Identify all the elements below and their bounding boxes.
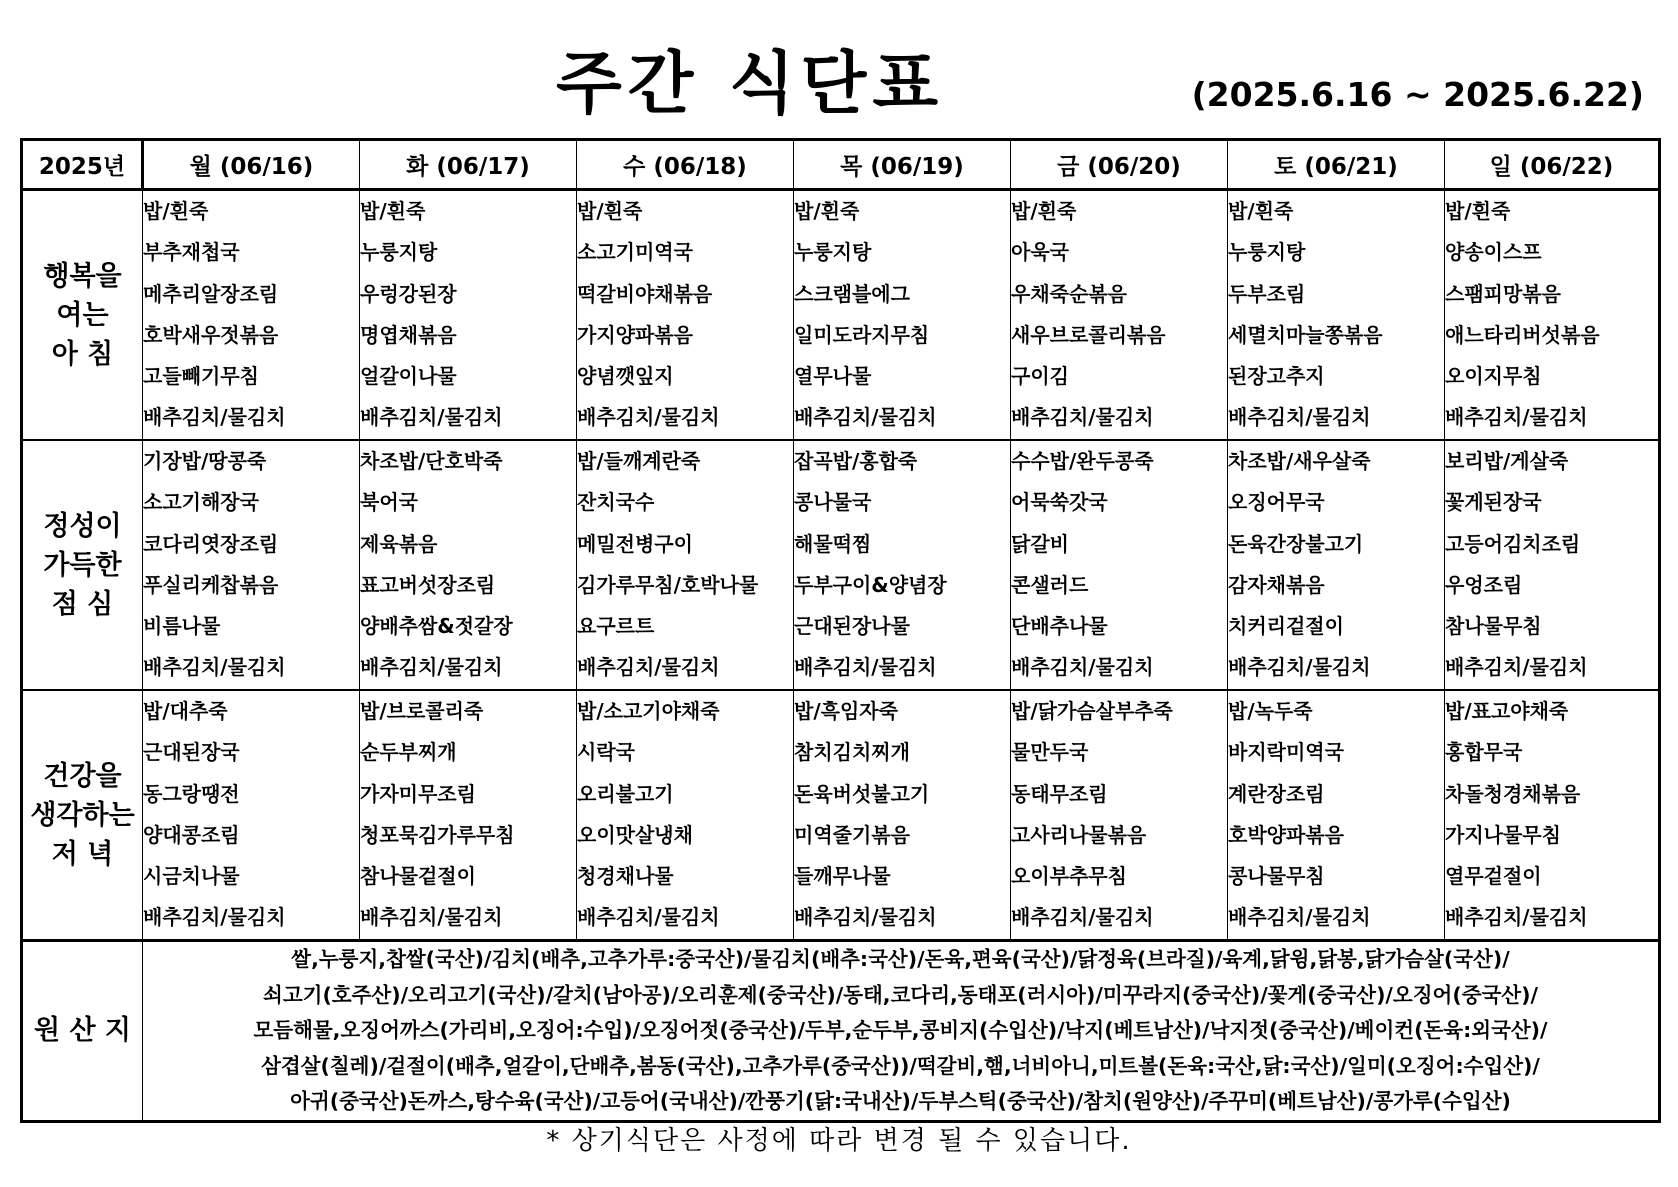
- meal-label-line: 여는: [56, 299, 109, 331]
- menu-item: 배추김치/물김치: [360, 405, 503, 430]
- menu-item: 근대된장국: [143, 740, 240, 765]
- meal-rows: [22, 190, 1660, 941]
- menu-item: 세멸치마늘쫑볶음: [1228, 322, 1383, 347]
- menu-item: 밥/흰죽: [794, 199, 860, 223]
- menu-item: 가자미무조림: [360, 781, 476, 806]
- menu-item: 두부조림: [1228, 281, 1306, 306]
- menu-item: 요구르트: [577, 614, 655, 639]
- menu-item: 된장고추지: [1228, 364, 1325, 389]
- menu-item: 밥/소고기야채죽: [577, 699, 720, 723]
- menu-item: 배추김치/물김치: [794, 405, 937, 430]
- menu-cell: [1445, 190, 1660, 441]
- menu-item: 오징어무국: [1228, 490, 1325, 515]
- day-header-sun: 일 (06/22): [1445, 140, 1660, 190]
- menu-item: 호박양파볶음: [1228, 822, 1344, 847]
- menu-item: 소고기미역국: [577, 240, 693, 265]
- menu-item: 밥/흰죽: [1011, 199, 1077, 223]
- menu-item: 양송이스프: [1445, 240, 1542, 265]
- menu-item: 양대콩조림: [143, 822, 240, 847]
- menu-item: 아욱국: [1011, 240, 1069, 265]
- menu-item: 콩나물무침: [1228, 864, 1325, 889]
- menu-item: 우채죽순볶음: [1011, 281, 1127, 306]
- menu-item: 떡갈비야채볶음: [577, 281, 713, 306]
- origin-line: 쇠고기(호주산)/오리고기(국산)/갈치(남아공)/오리훈제(중국산)/동태,코다리,동태포(러시아)/미꾸라지(중국산)/꽃게(중국산)/오징어(중국산)/: [263, 982, 1538, 1007]
- meal-label-line: 건강을: [43, 760, 122, 792]
- menu-item: 소고기해장국: [143, 490, 259, 515]
- menu-item: 양념깻잎지: [577, 364, 674, 389]
- menu-cell: [143, 440, 360, 690]
- menu-cell: [1445, 440, 1660, 690]
- meal-label-lunch: [22, 440, 143, 690]
- menu-item: 동태무조림: [1011, 781, 1108, 806]
- menu-item: 참나물겉절이: [360, 864, 476, 889]
- menu-item: 밥/들깨계란죽: [577, 449, 701, 473]
- menu-item: 참치김치찌개: [794, 740, 910, 765]
- menu-item: 밥/흰죽: [1445, 199, 1511, 223]
- origin-line: 쌀,누룽지,찹쌀(국산)/김치(배추,고추가루:중국산)/물김치(배추:국산)/돈육,편육(국산)/닭정육(브라질)/육계,닭윙,닭봉,닭가슴살(국산)/: [291, 947, 1510, 971]
- menu-item: 메밀전병구이: [577, 531, 693, 556]
- menu-cell: [1011, 690, 1228, 941]
- menu-item: 들깨무나물: [794, 864, 891, 889]
- menu-cell: [143, 690, 360, 941]
- menu-item: 바지락미역국: [1228, 740, 1344, 765]
- menu-cell: [1228, 440, 1445, 690]
- menu-item: 청포묵김가루무침: [360, 822, 515, 847]
- meal-label-line: 점 심: [51, 588, 114, 620]
- menu-item: 명엽채볶음: [360, 322, 457, 347]
- menu-item: 참나물무침: [1445, 614, 1542, 639]
- menu-item: 스크램블에그: [794, 281, 910, 306]
- origin-label: 원 산 지: [22, 941, 143, 1122]
- origin-text: [143, 941, 1660, 1122]
- menu-item: 밥/흑임자죽: [794, 699, 898, 723]
- menu-item: 미역줄기볶음: [794, 822, 910, 847]
- year-label: 2025년: [22, 140, 143, 190]
- menu-item: 계란장조림: [1228, 781, 1325, 806]
- menu-item: 배추김치/물김치: [143, 405, 286, 430]
- menu-cell: [1011, 190, 1228, 441]
- menu-cell: [577, 440, 794, 690]
- menu-cell: [794, 690, 1011, 941]
- menu-item: 시금치나물: [143, 864, 240, 889]
- origin-row: [22, 941, 1660, 1122]
- menu-item: 고사리나물볶음: [1011, 822, 1147, 847]
- menu-item: 차조밥/단호박죽: [360, 449, 503, 473]
- weekly-menu-table: [20, 138, 1661, 1123]
- menu-item: 순두부찌개: [360, 740, 457, 765]
- menu-item: 보리밥/게살죽: [1445, 449, 1569, 473]
- menu-cell: [1228, 690, 1445, 941]
- menu-item: 감자채볶음: [1228, 572, 1325, 597]
- origin-line: 삼겹살(칠레)/겉절이(배추,얼갈이,단배추,봄동(국산),고추가루(중국산))/떡갈비,햄,너비아니,미트볼(돈육:국산,닭:국산)/일미(오징어:수입산)/: [261, 1053, 1540, 1078]
- menu-item: 돈육간장불고기: [1228, 531, 1364, 556]
- day-header-fri: 금 (06/20): [1011, 140, 1228, 190]
- menu-item: 얼갈이나물: [360, 364, 457, 389]
- menu-item: 잔치국수: [577, 490, 655, 515]
- menu-item: 밥/흰죽: [577, 199, 643, 223]
- menu-cell: [1445, 690, 1660, 941]
- date-range: (2025.6.16 ~ 2025.6.22): [1191, 75, 1644, 114]
- menu-item: 양배추쌈&젓갈장: [360, 614, 513, 639]
- menu-item: 배추김치/물김치: [1445, 655, 1588, 680]
- menu-item: 배추김치/물김치: [577, 905, 720, 930]
- menu-item: 누룽지탕: [360, 240, 438, 265]
- menu-item: 열무나물: [794, 364, 872, 389]
- menu-item: 밥/표고야채죽: [1445, 699, 1569, 723]
- menu-item: 닭갈비: [1011, 531, 1069, 556]
- menu-item: 오이지무침: [1445, 364, 1542, 389]
- menu-item: 콘샐러드: [1011, 572, 1089, 597]
- menu-item: 누룽지탕: [1228, 240, 1306, 265]
- menu-cell: [360, 190, 577, 441]
- day-header-sat: 토 (06/21): [1228, 140, 1445, 190]
- meal-label-line: 생각하는: [30, 799, 135, 831]
- menu-item: 차돌청경채볶음: [1445, 781, 1581, 806]
- menu-item: 수수밥/완두콩죽: [1011, 449, 1154, 473]
- menu-item: 호박새우젓볶음: [143, 322, 279, 347]
- menu-item: 배추김치/물김치: [1011, 655, 1154, 680]
- menu-item: 배추김치/물김치: [143, 905, 286, 930]
- menu-item: 코다리엿장조림: [143, 531, 279, 556]
- menu-item: 기장밥/땅콩죽: [143, 449, 267, 473]
- menu-item: 꽃게된장국: [1445, 490, 1542, 515]
- menu-item: 밥/닭가슴살부추죽: [1011, 699, 1173, 723]
- menu-cell: [794, 190, 1011, 441]
- meal-label-line: 가득한: [43, 549, 122, 581]
- menu-item: 김가루무침/호박나물: [577, 572, 759, 597]
- menu-item: 물만두국: [1011, 740, 1089, 765]
- menu-item: 일미도라지무침: [794, 322, 930, 347]
- meal-row-breakfast: [22, 190, 1660, 441]
- menu-item: 구이김: [1011, 364, 1069, 389]
- menu-item: 두부구이&양념장: [794, 572, 947, 597]
- menu-item: 열무겉절이: [1445, 864, 1542, 889]
- menu-cell: [577, 690, 794, 941]
- menu-item: 어묵쑥갓국: [1011, 490, 1108, 515]
- menu-item: 배추김치/물김치: [143, 655, 286, 680]
- meal-label-dinner: [22, 690, 143, 941]
- menu-cell: [360, 690, 577, 941]
- menu-item: 밥/흰죽: [360, 199, 426, 223]
- menu-item: 가지양파볶음: [577, 322, 693, 347]
- menu-item: 배추김치/물김치: [577, 405, 720, 430]
- notice-text: * 상기식단은 사정에 따라 변경 될 수 있습니다.: [546, 1126, 1132, 1156]
- meal-row-lunch: [22, 440, 1660, 690]
- meal-label-line: 아 침: [51, 338, 114, 370]
- meal-row-dinner: [22, 690, 1660, 941]
- menu-cell: [1228, 190, 1445, 441]
- menu-item: 우렁강된장: [360, 281, 457, 306]
- menu-item: 시락국: [577, 740, 635, 765]
- menu-item: 새우브로콜리볶음: [1011, 322, 1166, 347]
- menu-item: 고들빼기무침: [143, 364, 259, 389]
- menu-item: 배추김치/물김치: [1445, 405, 1588, 430]
- menu-item: 표고버섯장조림: [360, 572, 496, 597]
- menu-item: 배추김치/물김치: [577, 655, 720, 680]
- menu-item: 스팸피망볶음: [1445, 281, 1561, 306]
- menu-item: 배추김치/물김치: [794, 905, 937, 930]
- page-title: 주간 식단표: [555, 45, 945, 124]
- menu-item: 차조밥/새우살죽: [1228, 449, 1371, 473]
- menu-item: 배추김치/물김치: [360, 905, 503, 930]
- menu-item: 푸실리케찹볶음: [143, 572, 279, 597]
- menu-cell: [1011, 440, 1228, 690]
- menu-cell: [360, 440, 577, 690]
- menu-item: 배추김치/물김치: [794, 655, 937, 680]
- menu-item: 배추김치/물김치: [1228, 405, 1371, 430]
- day-header-tue: 화 (06/17): [360, 140, 577, 190]
- menu-item: 오이맛살냉채: [577, 822, 693, 847]
- menu-item: 애느타리버섯볶음: [1445, 322, 1600, 347]
- menu-item: 치커리겉절이: [1228, 614, 1344, 639]
- menu-item: 근대된장나물: [794, 614, 910, 639]
- menu-item: 청경채나물: [577, 864, 674, 889]
- header-row: [22, 140, 1660, 190]
- menu-item: 밥/흰죽: [1228, 199, 1294, 223]
- menu-cell: [794, 440, 1011, 690]
- menu-item: 배추김치/물김치: [1228, 905, 1371, 930]
- menu-item: 배추김치/물김치: [360, 655, 503, 680]
- day-header-wed: 수 (06/18): [577, 140, 794, 190]
- menu-item: 메추리알장조림: [143, 281, 279, 306]
- menu-item: 배추김치/물김치: [1011, 905, 1154, 930]
- menu-cell: [577, 190, 794, 441]
- menu-item: 해물떡찜: [794, 531, 872, 556]
- meal-label-line: 저 녁: [51, 838, 114, 870]
- menu-item: 잡곡밥/홍합죽: [794, 449, 918, 473]
- menu-item: 제육볶음: [360, 531, 438, 556]
- menu-cell: [143, 190, 360, 441]
- menu-item: 밥/녹두죽: [1228, 699, 1313, 723]
- menu-item: 우엉조림: [1445, 572, 1523, 597]
- menu-item: 오이부추무침: [1011, 864, 1127, 889]
- menu-item: 배추김치/물김치: [1011, 405, 1154, 430]
- menu-item: 콩나물국: [794, 490, 872, 515]
- menu-item: 부추재첩국: [143, 240, 240, 265]
- menu-item: 밥/대추죽: [143, 699, 228, 723]
- menu-item: 밥/흰죽: [143, 199, 209, 223]
- meal-label-line: 행복을: [43, 260, 122, 292]
- menu-item: 북어국: [360, 490, 418, 515]
- menu-item: 홍합무국: [1445, 740, 1523, 765]
- menu-item: 가지나물무침: [1445, 822, 1561, 847]
- menu-item: 고등어김치조림: [1445, 531, 1581, 556]
- menu-item: 누룽지탕: [794, 240, 872, 265]
- day-header-mon: 월 (06/16): [143, 140, 360, 190]
- meal-label-breakfast: [22, 190, 143, 441]
- day-header-thu: 목 (06/19): [794, 140, 1011, 190]
- menu-item: 돈육버섯불고기: [794, 781, 930, 806]
- origin-line: 아귀(중국산)돈까스,탕수육(국산)/고등어(국내산)/깐풍기(닭:국내산)/두부스틱(중국산)/참치(원양산)/주꾸미(베트남산)/콩가루(수입산): [290, 1089, 1511, 1113]
- menu-item: 배추김치/물김치: [1228, 655, 1371, 680]
- menu-item: 오리불고기: [577, 781, 674, 806]
- menu-item: 단배추나물: [1011, 614, 1108, 639]
- meal-label-line: 정성이: [43, 510, 122, 542]
- menu-item: 동그랑땡전: [143, 781, 240, 806]
- origin-line: 모듬해물,오징어까스(가리비,오징어:수입)/오징어젓(중국산)/두부,순두부,콩비지(수입산)/낙지(베트남산)/낙지젓(중국산)/베이컨(돈육:외국산)/: [253, 1018, 1548, 1042]
- menu-item: 비름나물: [143, 614, 221, 639]
- menu-item: 배추김치/물김치: [1445, 905, 1588, 930]
- menu-item: 밥/브로콜리죽: [360, 699, 484, 723]
